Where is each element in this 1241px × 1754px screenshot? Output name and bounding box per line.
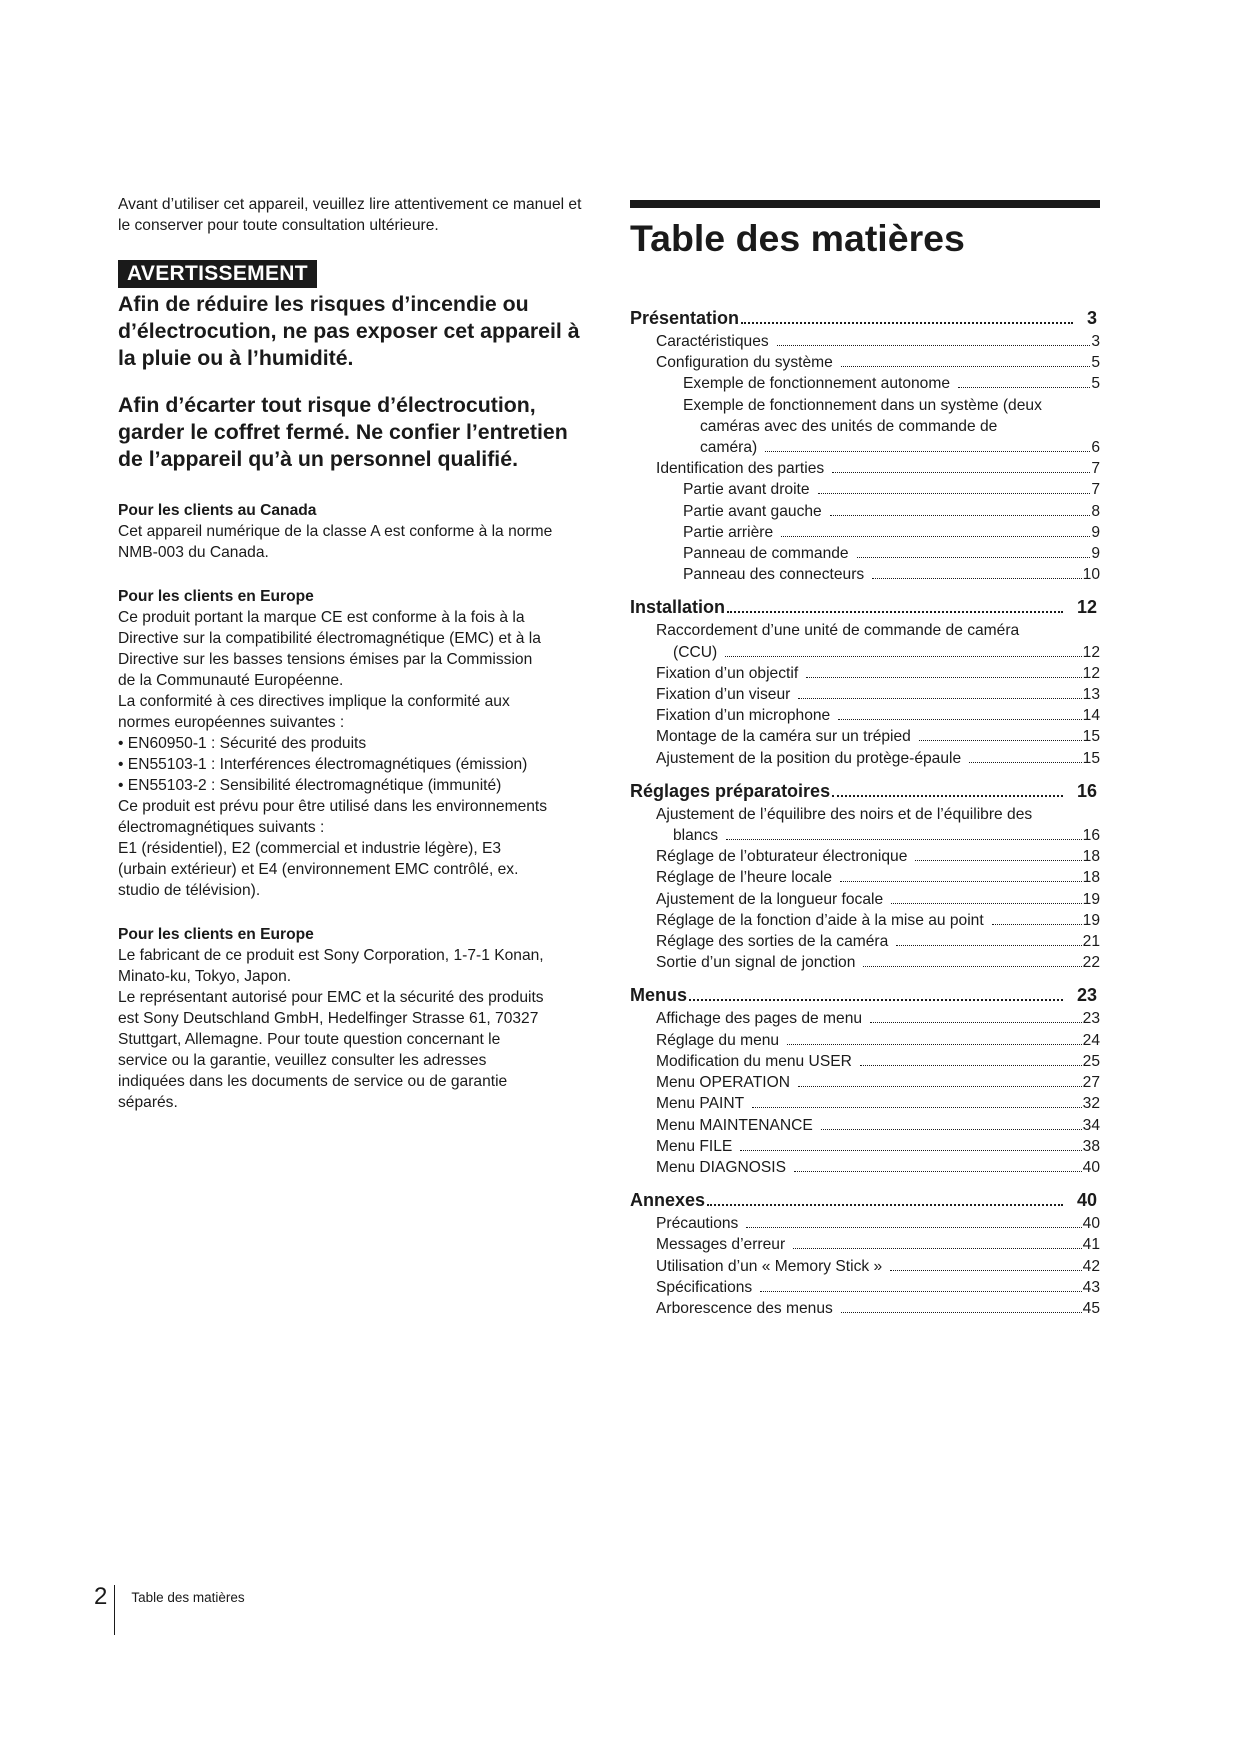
- dot-leader: [777, 345, 1091, 346]
- toc-entry[interactable]: [630, 1277, 1100, 1298]
- text-line: normes européennes suivantes :: [118, 714, 345, 731]
- toc-entry-page: 21: [1082, 933, 1100, 951]
- toc-entry-page: 9: [1091, 545, 1100, 563]
- dot-leader: [798, 698, 1081, 699]
- toc-entry-page: 32: [1082, 1095, 1100, 1113]
- toc-chapter: [630, 1188, 1100, 1319]
- toc-entry-page: 25: [1082, 1052, 1100, 1070]
- text-line: La conformité à ces directives implique la conformité aux: [118, 693, 510, 710]
- europe-manufacturer-text: [118, 945, 596, 1113]
- toc-entry-page: 6: [1091, 439, 1100, 457]
- dot-leader: [707, 1204, 1063, 1206]
- toc-chapter-heading[interactable]: [630, 983, 1100, 1008]
- toc-entry-label: Réglage du menu: [656, 1031, 780, 1049]
- toc-entry[interactable]: [630, 1030, 1100, 1051]
- warning-block: [118, 260, 596, 473]
- toc-entry-label-continued: blancs: [673, 827, 719, 845]
- title-rule: [630, 200, 1100, 208]
- dot-leader: [725, 656, 1081, 657]
- text-line: • EN55103-1 : Interférences électromagnétiques (émission): [118, 756, 528, 773]
- toc-entry[interactable]: [630, 1051, 1100, 1072]
- toc-entry[interactable]: [630, 684, 1100, 705]
- dot-leader: [840, 881, 1082, 882]
- toc-entry-page: 23: [1082, 1010, 1100, 1028]
- dot-leader: [798, 1086, 1082, 1087]
- toc-chapter: [630, 983, 1100, 1178]
- toc-entry-page: 7: [1091, 481, 1100, 499]
- toc-entry-label: Menu PAINT: [656, 1095, 745, 1113]
- toc-chapter-title: Annexes: [630, 1190, 706, 1211]
- text-line: (urbain extérieur) et E4 (environnement EMC contrôlé, ex.: [118, 861, 519, 878]
- text-line: séparés.: [118, 1094, 178, 1111]
- footer-divider: [114, 1585, 115, 1635]
- toc-entry-last-line: [656, 642, 1100, 663]
- toc-entry-last-line: [656, 825, 1100, 846]
- toc-entry-page: 40: [1082, 1215, 1100, 1233]
- toc-chapter-title: Réglages préparatoires: [630, 780, 831, 801]
- toc-title: Table des matières: [630, 217, 965, 259]
- toc-entry[interactable]: [630, 952, 1100, 973]
- toc-entry-page: 41: [1082, 1236, 1100, 1254]
- dot-leader: [841, 1312, 1082, 1313]
- toc-chapter-heading[interactable]: [630, 595, 1100, 620]
- toc-entry[interactable]: [630, 395, 1100, 459]
- europe-ce-heading: Pour les clients en Europe: [118, 588, 314, 605]
- toc-entry[interactable]: [630, 846, 1100, 867]
- text-line: Stuttgart, Allemagne. Pour toute question concernant le: [118, 1031, 501, 1048]
- toc-chapter-title: Installation: [630, 597, 726, 618]
- dot-leader: [992, 924, 1082, 925]
- dot-leader: [958, 387, 1090, 388]
- toc-entry-label: Réglage de l’heure locale: [656, 869, 832, 887]
- dot-leader: [741, 322, 1073, 324]
- toc-entry-page: 45: [1082, 1299, 1100, 1317]
- toc-chapter-page: 3: [1086, 308, 1097, 328]
- toc-entry-page: 43: [1082, 1278, 1100, 1296]
- toc-entry-label: Arborescence des menus: [656, 1299, 833, 1317]
- toc-chapter-heading[interactable]: [630, 1188, 1100, 1213]
- toc-entry-page: 34: [1082, 1116, 1100, 1134]
- toc-entry-label: Identification des parties: [656, 460, 825, 478]
- dot-leader: [872, 578, 1081, 579]
- toc-entry[interactable]: [630, 1213, 1100, 1234]
- toc-chapter-page: 16: [1076, 780, 1097, 801]
- text-line: de la Communauté Européenne.: [118, 672, 344, 689]
- toc-entry-label: Partie avant gauche: [683, 502, 822, 520]
- toc-entry-label: Précautions: [656, 1215, 739, 1233]
- toc-chapter-page: 12: [1076, 597, 1097, 618]
- toc-entry-label-continued: caméra): [700, 439, 758, 457]
- toc-entry-page: 40: [1082, 1158, 1100, 1176]
- toc-entry-label: Exemple de fonctionnement autonome: [683, 375, 950, 393]
- toc-chapter: [630, 306, 1100, 585]
- dot-leader: [891, 903, 1082, 904]
- dot-leader: [781, 536, 1090, 537]
- toc-entry-page: 15: [1082, 728, 1100, 746]
- footer-section-title: Table des matières: [131, 1590, 245, 1605]
- dot-leader: [896, 945, 1081, 946]
- toc-entry-page: 24: [1082, 1031, 1100, 1049]
- text-line: service ou la garantie, veuillez consulter les adresses: [118, 1052, 487, 1069]
- toc-entry-label: Modification du menu USER: [656, 1052, 852, 1070]
- table-of-contents: [630, 306, 1100, 1319]
- dot-leader: [806, 677, 1081, 678]
- toc-entry[interactable]: [630, 373, 1100, 394]
- toc-entry[interactable]: [630, 522, 1100, 543]
- toc-entry-label: Menu OPERATION: [656, 1074, 791, 1092]
- toc-chapter: [630, 595, 1100, 768]
- toc-entry-page: 16: [1082, 827, 1100, 845]
- canada-text: Cet appareil numérique de la classe A est conforme à la norme NMB-003 du Canada.: [118, 523, 553, 561]
- toc-entry[interactable]: [630, 501, 1100, 522]
- text-line: Ce produit est prévu pour être utilisé dans les environnements: [118, 798, 548, 815]
- toc-entry[interactable]: [630, 1093, 1100, 1114]
- toc-entry[interactable]: [630, 1157, 1100, 1178]
- dot-leader: [794, 1171, 1082, 1172]
- dot-leader: [860, 1065, 1082, 1066]
- dot-leader: [863, 966, 1081, 967]
- toc-entry-page: 10: [1082, 566, 1100, 584]
- toc-entry-page: 3: [1091, 333, 1100, 350]
- canada-section: [118, 500, 596, 563]
- dot-leader: [969, 762, 1081, 763]
- toc-entry-label: Réglage de l’obturateur électronique: [656, 848, 908, 866]
- text-line: Minato-ku, Tokyo, Japon.: [118, 968, 292, 985]
- toc-entry[interactable]: [630, 564, 1100, 585]
- text-line: est Sony Deutschland GmbH, Hedelfinger Strasse 61, 70327: [118, 1010, 539, 1027]
- toc-entry[interactable]: [630, 543, 1100, 564]
- toc-entry-label: Sortie d’un signal de jonction: [656, 954, 856, 972]
- toc-entry-label: Affichage des pages de menu: [656, 1010, 863, 1028]
- toc-entry[interactable]: [630, 1008, 1100, 1029]
- toc-entry-page: 7: [1091, 460, 1100, 478]
- dot-leader: [793, 1248, 1082, 1249]
- toc-entry-page: 9: [1091, 523, 1100, 541]
- dot-leader: [765, 451, 1090, 452]
- dot-leader: [746, 1227, 1081, 1228]
- warning-label: AVERTISSEMENT: [118, 260, 317, 288]
- dot-leader: [726, 839, 1082, 840]
- europe-manufacturer-section: [118, 924, 596, 1113]
- toc-entry[interactable]: [630, 1298, 1100, 1319]
- toc-entry-page: 18: [1082, 869, 1100, 887]
- toc-entry-page: 5: [1091, 354, 1100, 372]
- europe-ce-section: [118, 586, 596, 901]
- text-line: Le représentant autorisé pour EMC et la sécurité des produits: [118, 989, 544, 1006]
- dot-leader: [830, 515, 1091, 516]
- dot-leader: [727, 611, 1063, 613]
- toc-entry-page: 5: [1091, 375, 1100, 393]
- dot-leader: [838, 719, 1081, 720]
- toc-entry[interactable]: [630, 910, 1100, 931]
- text-line: électromagnétiques suivants :: [118, 819, 325, 836]
- page-footer: [94, 1583, 245, 1635]
- dot-leader: [832, 472, 1090, 473]
- toc-entry-page: 15: [1082, 749, 1100, 767]
- toc-entry-label: Montage de la caméra sur un trépied: [656, 728, 911, 746]
- text-line: Ce produit portant la marque CE est conforme à la fois à la: [118, 609, 525, 626]
- toc-entry[interactable]: [630, 748, 1100, 769]
- toc-entry-page: 8: [1091, 502, 1100, 520]
- toc-entry[interactable]: [630, 889, 1100, 910]
- toc-entry[interactable]: [630, 479, 1100, 500]
- toc-entry-page: 19: [1082, 911, 1100, 929]
- toc-entry-label: Ajustement de la position du protège-épaule: [656, 749, 962, 767]
- dot-leader: [818, 493, 1091, 494]
- page-number: 2: [94, 1583, 108, 1610]
- left-column: [118, 194, 596, 1113]
- toc-entry-label: Fixation d’un viseur: [656, 686, 791, 704]
- warning-text-shock: Afin d’écarter tout risque d’électrocution, garder le coffret fermé. Ne confier l’entretien de l’appareil qu’à un personnel qualifié.: [118, 393, 568, 471]
- toc-entry[interactable]: [630, 352, 1100, 373]
- toc-entry[interactable]: [630, 458, 1100, 479]
- toc-entry-label: Spécifications: [656, 1278, 753, 1296]
- toc-chapter-title: Menus: [630, 985, 688, 1006]
- toc-entry-label: Panneau des connecteurs: [683, 566, 865, 584]
- warning-text-fire: Afin de réduire les risques d’incendie ou d’électrocution, ne pas exposer cet appareil à la pluie ou à l’humidité.: [118, 292, 580, 370]
- text-line: Directive sur les basses tensions émises par la Commission: [118, 651, 533, 668]
- toc-entry-last-line: [683, 437, 1100, 458]
- toc-entry-label: Menu DIAGNOSIS: [656, 1158, 786, 1176]
- text-line: Le fabricant de ce produit est Sony Corporation, 1-7-1 Konan,: [118, 947, 544, 964]
- toc-entry-label: Ajustement de l’équilibre des noirs et de l’équilibre des: [656, 805, 1033, 823]
- toc-entry-label: Fixation d’un microphone: [656, 707, 831, 725]
- toc-entry-label: Configuration du système: [656, 354, 833, 372]
- toc-entry-page: 18: [1082, 848, 1100, 866]
- dot-leader: [870, 1022, 1082, 1023]
- dot-leader: [787, 1044, 1082, 1045]
- toc-entry[interactable]: [630, 1072, 1100, 1093]
- toc-entry-page: 13: [1082, 686, 1100, 704]
- toc-entry-label: Messages d’erreur: [656, 1236, 786, 1254]
- dot-leader: [841, 366, 1090, 367]
- toc-chapter-heading[interactable]: [630, 779, 1100, 804]
- toc-entry-label: Utilisation d’un « Memory Stick »: [656, 1257, 883, 1275]
- dot-leader: [915, 860, 1081, 861]
- toc-entry-label: Réglage des sorties de la caméra: [656, 933, 889, 951]
- toc-entry[interactable]: [630, 331, 1100, 352]
- toc-entry-page: 19: [1082, 890, 1100, 908]
- toc-entry[interactable]: [630, 867, 1100, 888]
- toc-entry-label: Fixation d’un objectif: [656, 664, 799, 682]
- toc-entry-page: 27: [1082, 1074, 1100, 1092]
- toc-chapter-title: Présentation: [630, 308, 740, 328]
- toc-entry-label: Caractéristiques: [656, 333, 769, 350]
- canada-heading: Pour les clients au Canada: [118, 502, 317, 519]
- toc-chapter: [630, 779, 1100, 974]
- toc-entry-label: Menu MAINTENANCE: [656, 1116, 813, 1134]
- right-column: [630, 200, 1100, 1329]
- toc-chapter-heading[interactable]: [630, 306, 1100, 331]
- intro-text: Avant d’utiliser cet appareil, veuillez lire attentivement ce manuel et le conserver pour toute consultation ultérieure.: [118, 196, 582, 234]
- toc-entry-page: 38: [1082, 1137, 1100, 1155]
- toc-entry-page: 12: [1082, 664, 1100, 682]
- dot-leader: [890, 1270, 1081, 1271]
- text-line: studio de télévision).: [118, 882, 261, 899]
- toc-entry-page: 14: [1082, 707, 1100, 725]
- dot-leader: [740, 1150, 1081, 1151]
- toc-entry[interactable]: [630, 804, 1100, 846]
- toc-entry-label: Partie arrière: [683, 523, 774, 541]
- dot-leader: [760, 1291, 1081, 1292]
- text-line: Directive sur la compatibilité électromagnétique (EMC) et à la: [118, 630, 541, 647]
- toc-entry[interactable]: [630, 1115, 1100, 1136]
- toc-entry[interactable]: [630, 663, 1100, 684]
- toc-entry-label: Panneau de commande: [683, 545, 849, 563]
- toc-entry[interactable]: [630, 1234, 1100, 1255]
- toc-entry-label-continued: (CCU): [673, 643, 718, 661]
- toc-entry-page: 12: [1082, 643, 1100, 661]
- dot-leader: [689, 999, 1063, 1001]
- toc-entry[interactable]: [630, 1136, 1100, 1157]
- toc-entry-label-continued: caméras avec des unités de commande de: [700, 417, 998, 435]
- dot-leader: [832, 795, 1063, 797]
- text-line: • EN55103-2 : Sensibilité électromagnétique (immunité): [118, 777, 502, 794]
- text-line: E1 (résidentiel), E2 (commercial et industrie légère), E3: [118, 840, 502, 857]
- dot-leader: [821, 1129, 1082, 1130]
- toc-entry[interactable]: [630, 620, 1100, 662]
- toc-entry-label: Partie avant droite: [683, 481, 810, 499]
- toc-entry-label: Ajustement de la longueur focale: [656, 890, 884, 908]
- europe-ce-text: [118, 607, 596, 901]
- toc-chapter-page: 40: [1076, 1190, 1097, 1211]
- toc-entry[interactable]: [630, 726, 1100, 747]
- toc-entry-page: 42: [1082, 1257, 1100, 1275]
- dot-leader: [857, 557, 1091, 558]
- text-line: indiquées dans les documents de service ou de garantie: [118, 1073, 508, 1090]
- toc-entry-label: Menu FILE: [656, 1137, 733, 1155]
- dot-leader: [919, 740, 1082, 741]
- europe-manufacturer-heading: Pour les clients en Europe: [118, 926, 314, 943]
- toc-entry[interactable]: [630, 1256, 1100, 1277]
- text-line: • EN60950-1 : Sécurité des produits: [118, 735, 367, 752]
- toc-entry[interactable]: [630, 705, 1100, 726]
- dot-leader: [752, 1107, 1082, 1108]
- toc-entry-label: Exemple de fonctionnement dans un système (deux: [683, 396, 1042, 414]
- toc-entry[interactable]: [630, 931, 1100, 952]
- toc-entry-label: Réglage de la fonction d’aide à la mise au point: [656, 911, 984, 929]
- toc-entry-page: 22: [1082, 954, 1100, 972]
- toc-entry-label: Raccordement d’une unité de commande de caméra: [656, 622, 1020, 640]
- toc-chapter-page: 23: [1076, 985, 1097, 1006]
